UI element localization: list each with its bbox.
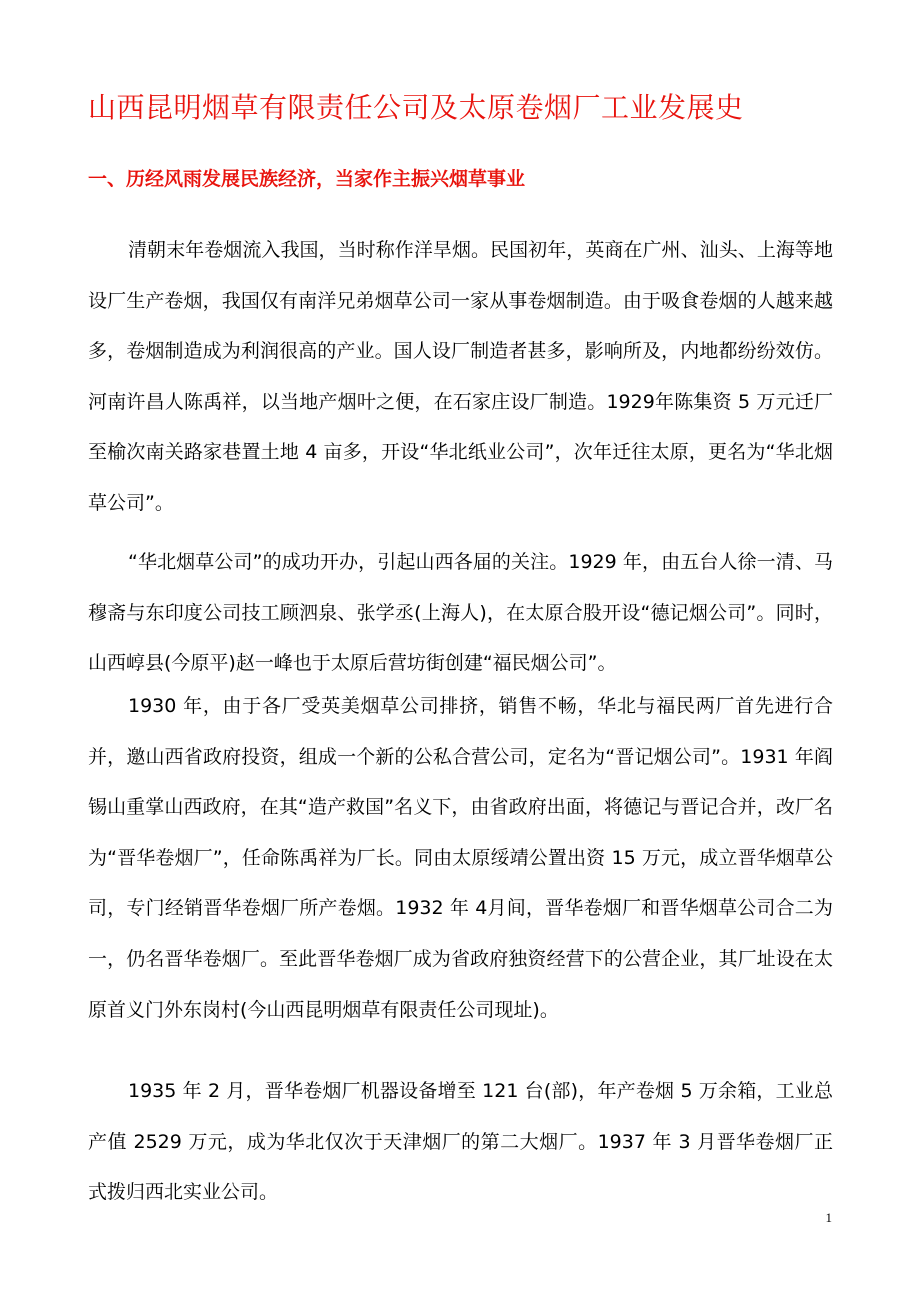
paragraph-2: “华北烟草公司”的成功开办，引起山西各届的关注。1929 年，由五台人徐一清、马穆斋与东印度公司技工顾泗泉、张学丞(上海人)，在太原合股开设“德记烟公司”。同时，山西崞县(今原平)赵一峰也于太原后营坊街创建“福民烟公司”。 [88,551,833,675]
page-number: 1 [825,1210,832,1225]
paragraph-3: 1930 年，由于各厂受英美烟草公司排挤，销售不畅，华北与福民两厂首先进行合并，邀山西省政府投资，组成一个新的公私合营公司，定名为“晋记烟公司”。1931 年阎锡山重掌山西政府，在其“造产救国”名义下，由省政府出面，将德记与晋记合并，改厂名为“晋华卷烟厂”，任命陈禹祥为厂长。同由太原绥靖公置出资 15 万元，成立晋华烟草公司，专门经销晋华卷烟厂所产卷烟。1932 年 4月间，晋华卷烟厂和晋华烟草公司合二为一，仍名晋华卷烟厂。至此晋华卷烟厂成为省政府独资经营下的公营企业，其厂址设在太原首义门外东岗村(今山西昆明烟草有限责任公司现址)。 [88,695,833,1021]
section-heading: 一、历经风雨发展民族经济，当家作主振兴烟草事业 [88,168,526,190]
document-title: 山西昆明烟草有限责任公司及太原卷烟厂工业发展史 [88,91,744,124]
paragraph-4: 1935 年 2 月，晋华卷烟厂机器设备增至 121 台(部)，年产卷烟 5 万余箱，工业总产值 2529 万元，成为华北仅次于天津烟厂的第二大烟厂。1937 年 3 月晋华卷烟厂正式拨归西北实业公司。 [88,1080,833,1204]
paragraph-1: 清朝末年卷烟流入我国，当时称作洋旱烟。民国初年，英商在广州、汕头、上海等地设厂生产卷烟，我国仅有南洋兄弟烟草公司一家从事卷烟制造。由于吸食卷烟的人越来越多，卷烟制造成为利润很高的产业。国人设厂制造者甚多，影响所及，内地都纷纷效仿。河南许昌人陈禹祥，以当地产烟叶之便，在石家庄设厂制造。1929年陈集资 5 万元迁厂至榆次南关路家巷置土地 4 亩多，开设“华北纸业公司”，次年迁往太原，更名为“华北烟草公司”。 [88,239,833,514]
